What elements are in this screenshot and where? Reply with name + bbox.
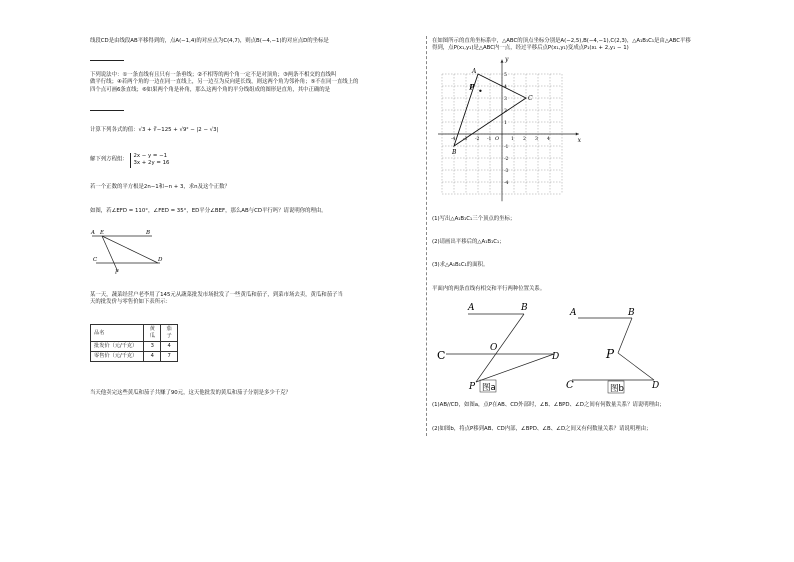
label-B: B (146, 230, 151, 236)
label-A: A (472, 68, 477, 75)
question-parallel (90, 208, 327, 215)
table-row (91, 342, 178, 352)
y-tick-label: 2 (504, 109, 507, 114)
y-tick-label: -4 (504, 181, 509, 186)
label-C: C (437, 349, 446, 362)
label-C: C (566, 380, 574, 391)
table-header: 茄子 (161, 325, 178, 342)
x-tick-label: 3 (535, 137, 538, 142)
equation-2: 3x + 2y = 16 (133, 160, 170, 167)
question-text: (1)AB//CD，如图a，点P在AB、CD外部时，∠B、∠BPD、∠D之间有何数量关系？请说明理由； (432, 402, 665, 408)
question-text: 四个点可画6条直线；⑥如果两个角是补角，那么这两个角的平分线组成的图形是直角，其中正确的是 (90, 86, 331, 93)
question-coordinates (432, 38, 691, 53)
x-tick-label: 2 (523, 137, 526, 142)
question-text: (2)请画出平移后的△A₁B₁C₁； (432, 239, 505, 245)
question-statements (90, 72, 358, 94)
label-P: P (606, 347, 615, 361)
question-equation-system (90, 153, 169, 168)
label-A: A (570, 308, 577, 318)
table-header: 黄瓜 (144, 325, 161, 342)
figure-b (566, 298, 694, 398)
x-axis-label: x (577, 137, 581, 144)
label-D: D (552, 352, 560, 362)
x-tick-label: 1 (511, 137, 514, 142)
label-A: A (91, 230, 95, 236)
question-text: 如图，若∠EFD = 110°，∠FED = 35°，ED平分∠BEF，那么AB与CD平行吗？请说明你的理由。 (90, 208, 327, 214)
table-cell: 7 (161, 352, 178, 362)
table-header-row (91, 325, 178, 342)
column-divider (426, 36, 427, 436)
table-header: 品名 (91, 325, 144, 342)
question-text: (2)如图b，将点P移到AB、CD内部，∠BPD、∠B、∠D之间又有何数量关系？请说明理由； (432, 426, 652, 432)
label-C: C (528, 95, 533, 102)
question-translation (90, 38, 329, 45)
y-tick-label: 5 (504, 73, 507, 78)
line-ed (102, 236, 158, 263)
label-F: F (115, 269, 119, 274)
question-text: 计算下列各式的值：√3 + ∛−125 + √9² − |2 − √3| (90, 127, 219, 133)
x-tick-label: -1 (487, 137, 492, 142)
coordinate-grid (438, 56, 588, 206)
question-text: 线段CD是由线段AB平移得到的，点A(−1,4)的对应点为C(4,7)，则点B(−4,−1)的对应点D的坐标是 (90, 38, 329, 44)
question-text: 下列说法中：①一条直线有且只有一条垂线；②不相等的两个角一定不是对顶角；③两条不相交的直线叫 (90, 72, 337, 78)
x-tick-label: 4 (547, 137, 550, 142)
caption-b: 图b (610, 384, 624, 394)
question-text: 做平行线；④若两个角的一边在同一直线上，另一边互为反向延长线，则这两个角为邻补角；⑤不在同一直线上的 (90, 79, 359, 86)
label-B: B (628, 308, 635, 318)
y-tick-label: 3 (504, 97, 507, 102)
x-tick-label: -4 (451, 137, 456, 142)
figure-a (436, 298, 564, 398)
label-B: B (521, 303, 528, 313)
x-tick-label: -3 (463, 137, 468, 142)
label-E: E (100, 230, 105, 236)
question-calculate (90, 127, 218, 134)
label-B: B (452, 149, 457, 156)
label-O: O (490, 343, 498, 353)
question-vegetables (90, 292, 343, 307)
line-pd (476, 354, 554, 382)
answer-blank (90, 56, 124, 61)
y-tick-label: 1 (504, 121, 507, 126)
question-text: 平面内的两条直线有相交和平行两种位置关系。 (432, 286, 546, 292)
line-ef (102, 236, 118, 272)
table-row (91, 352, 178, 362)
origin-label: O (495, 136, 500, 142)
question-text: 得到，点P(x₁,y₁)是△ABC内一点，经过平移后点P(x₁,y₁)变成点P₁(x₁ + 2,y₁ − 1) (432, 45, 629, 52)
price-table (90, 324, 178, 362)
y-tick-label: 4 (504, 85, 507, 90)
label-P: P (469, 82, 475, 92)
label-A: A (468, 303, 475, 313)
table-cell: 4 (144, 352, 161, 362)
y-tick-label: -2 (504, 157, 509, 162)
line-bp (618, 318, 632, 353)
y-tick-label: -1 (504, 145, 509, 150)
label-D: D (652, 381, 660, 391)
x-tick-label: -2 (475, 137, 480, 142)
line-bp (476, 314, 524, 382)
question-text: (3)求△A₁B₁C₁的面积。 (432, 262, 489, 268)
caption-a: 图a (482, 383, 496, 393)
parallel-lines-figure (90, 226, 170, 274)
y-axis-label: y (505, 56, 509, 63)
point-P (479, 90, 481, 92)
table-cell: 零售价（元/千克） (91, 352, 144, 362)
label-P: P (469, 382, 476, 392)
x-axis-arrow (576, 133, 579, 136)
question-text: 若一个正数的平方根是2n−1和−n + 3，求n及这个正数？ (90, 184, 230, 190)
question-text: 当天他卖完这些黄瓜和茄子共赚了90元，这天他批发的黄瓜和茄子分别是多少千克？ (90, 390, 291, 396)
line-pd (618, 353, 654, 380)
table-cell: 4 (161, 342, 178, 352)
question-text: 某一天，蔬菜经营户老李用了145元从蔬菜批发市场批发了一些黄瓜和茄子，到菜市场去卖，黄瓜和茄子当 (90, 292, 343, 298)
question-text: 在如图所示的直角坐标系中，△ABC的顶点坐标分别是A(−2,5),B(−4,−1),C(2,3)，△A₁B₁C₁是由△ABC平移 (432, 38, 691, 44)
question-text: 解下列方程组： (90, 156, 128, 163)
question-vegetables-end (90, 390, 291, 397)
table-cell: 3 (144, 342, 161, 352)
question-text: (1)写出△A₁B₁C₁三个顶点的坐标； (432, 216, 516, 222)
label-C: C (93, 257, 98, 263)
question-square-root (90, 184, 230, 191)
label-D: D (158, 257, 163, 263)
y-axis-arrow (501, 60, 504, 63)
y-tick-label: -3 (504, 169, 509, 174)
equation-1: 2x − y = −1 (133, 153, 168, 159)
equation-brace (130, 153, 169, 168)
question-text: 天的批发价与零售价如下表所示： (90, 299, 171, 306)
answer-blank (90, 106, 124, 111)
table-cell: 批发价（元/千克） (91, 342, 144, 352)
